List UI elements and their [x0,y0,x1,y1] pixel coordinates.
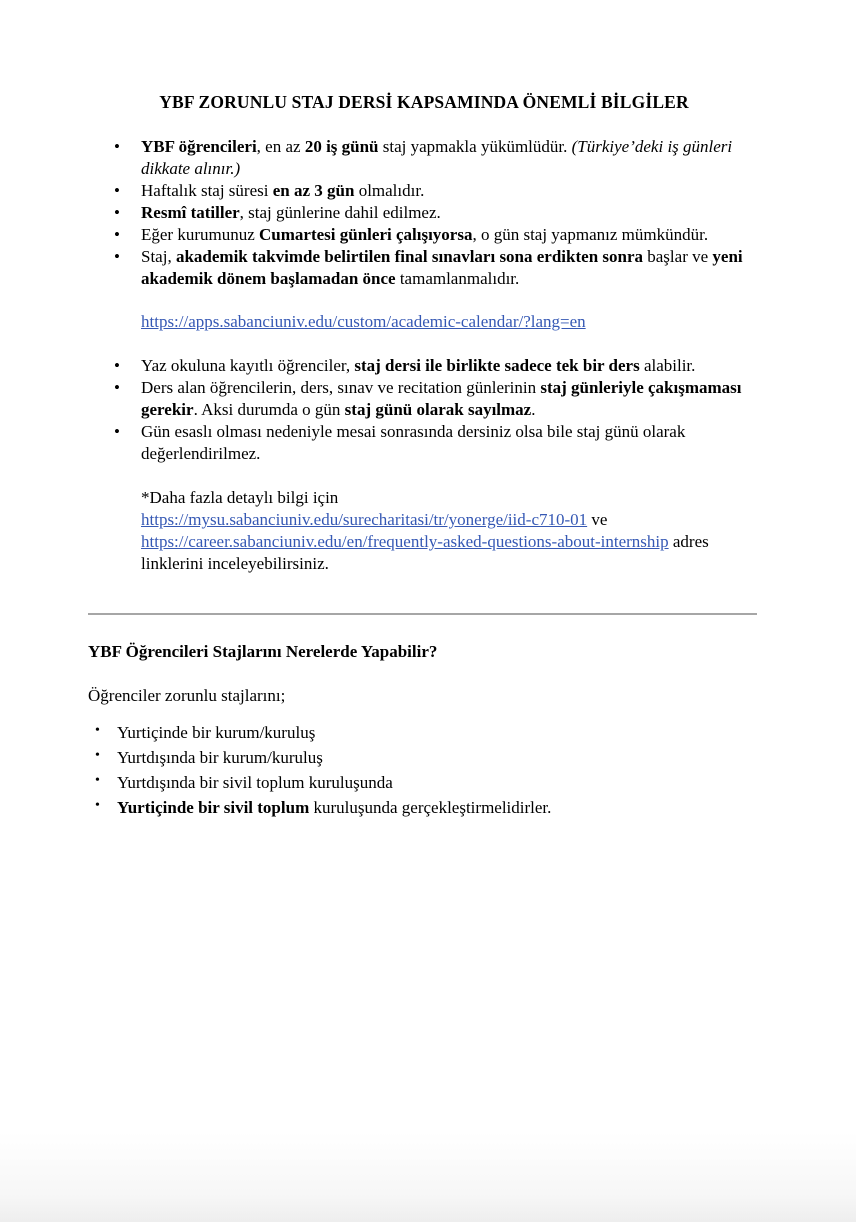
text-run: tamamlanmalıdır. [395,269,520,289]
list-item [88,796,760,821]
text-run: kuruluşunda gerçekleştirmelidirler. [309,797,552,817]
list-item [88,721,760,746]
text-run: Haftalık staj süresi [141,181,273,201]
list-item [88,771,760,796]
internship-places-list [88,721,760,821]
text-run: Gün esaslı olması nedeniyle mesai sonrasında dersiniz olsa bile staj günü olarak değerlendirilmez. [141,421,686,463]
text-run: Yurtiçinde bir kurum/kuruluş [117,722,316,742]
document-content [88,0,760,821]
career-faq-link[interactable]: https://career.sabanciuniv.edu/en/frequently-asked-questions-about-internship [141,532,669,552]
additional-info-note [88,465,760,575]
internship-rules-list [88,136,760,291]
list-item [88,377,760,421]
note-intro-text: *Daha fazla detaylı bilgi için [141,488,339,508]
page-title: YBF ZORUNLU STAJ DERSİ KAPSAMINDA ÖNEMLİ BİLGİLER [159,92,689,112]
text-run: alabilir. [639,355,696,375]
section-intro-places: Öğrenciler zorunlu stajlarını; [88,685,286,705]
list-item [88,224,760,246]
list-item [88,180,760,202]
text-run: , en az [256,136,305,156]
text-run: Eğer kurumunuz [141,225,260,245]
bold-text: Cumartesi günleri çalışıyorsa [259,225,473,245]
list-item [88,421,760,465]
italic-text: (Türkiye’deki iş günleri dikkate alınır.) [141,136,733,178]
page-bottom-fade [0,1132,856,1222]
course-conflict-rules-list [88,355,760,465]
process-chart-link[interactable]: https://mysu.sabanciuniv.edu/surecharitasi/tr/yonerge/iid-c710-01 [141,510,588,530]
list-item [88,746,760,771]
text-run: Yaz okuluna kayıtlı öğrenciler, [141,355,355,375]
bold-text: 20 iş günü [304,136,379,156]
text-run: başlar ve [643,247,713,267]
text-run: Ders alan öğrencilerin, ders, sınav ve recitation günlerinin [141,377,541,397]
text-run: staj yapmakla yükümlüdür. [378,136,572,156]
list-item [88,136,760,180]
bold-text: YBF öğrencileri [141,136,257,156]
text-run: Yurtdışında bir sivil toplum kuruluşunda [117,772,393,792]
bold-text: akademik takvimde belirtilen final sınavları sona erdikten sonra [175,247,644,267]
bold-text: staj günü olarak sayılmaz [344,399,532,419]
academic-calendar-link[interactable]: https://apps.sabanciuniv.edu/custom/academic-calendar/?lang=en [141,311,586,331]
list-item [88,355,760,377]
bold-text: Yurtiçinde bir sivil toplum [117,797,310,817]
text-run: . Aksi durumda o gün [193,399,345,419]
section-heading-places: YBF Öğrencileri Stajlarını Nerelerde Yapabilir? [88,642,438,662]
list-item [88,246,760,290]
academic-calendar-link-paragraph [88,291,760,333]
list-item [88,202,760,224]
note-tail-text: adres linklerini inceleyebilirsiniz. [141,532,709,574]
text-run: Yurtdışında bir kurum/kuruluş [117,747,323,767]
bold-text: Resmî tatiller [141,203,240,223]
text-run: olmalıdır. [354,181,425,201]
note-conjunction: ve [587,510,608,530]
text-run: . [531,399,536,419]
bold-text: en az 3 gün [272,181,355,201]
text-run: , staj günlerine dahil edilmez. [239,203,441,223]
bold-text: staj günleriyle çakışmaması gerekir [141,377,742,419]
bold-text: staj dersi ile birlikte sadece tek bir ders [354,355,640,375]
text-run: , o gün staj yapmanız mümkündür. [472,225,709,245]
bold-text: yeni akademik dönem başlamadan önce [141,247,743,289]
text-run: Staj, [141,247,176,267]
